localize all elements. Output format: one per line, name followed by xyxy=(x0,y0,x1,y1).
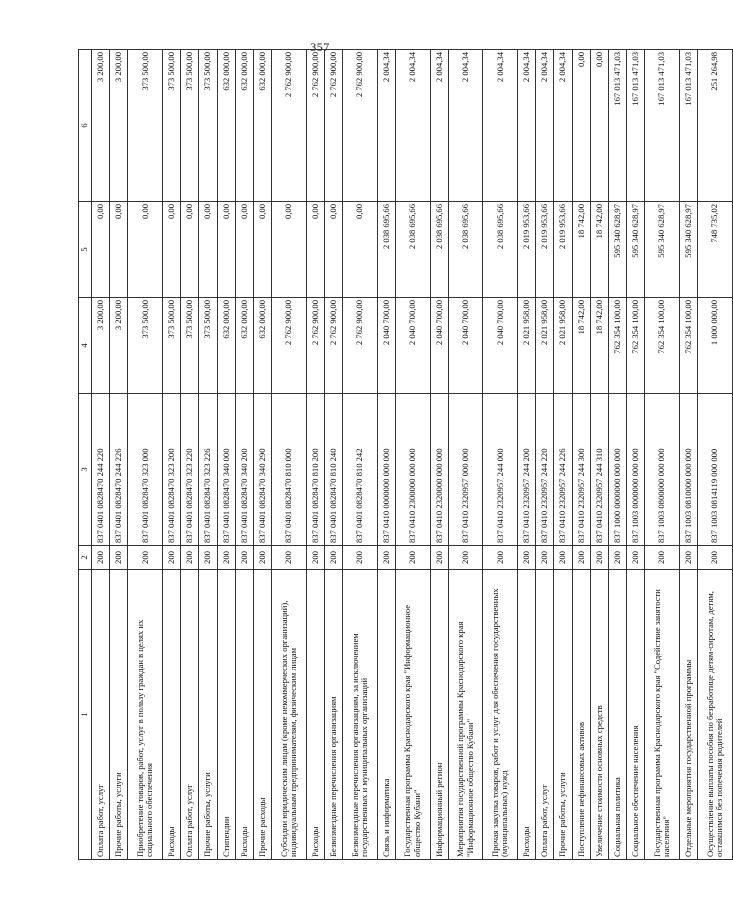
item-name: Расходы xyxy=(235,570,253,860)
line-code: 200 xyxy=(518,546,536,570)
line-code: 200 xyxy=(235,546,253,570)
unexecuted-amount: 2 004,34 xyxy=(377,50,395,202)
executed-amount: 0,00 xyxy=(217,202,235,298)
approved-amount: 2 021 958,00 xyxy=(518,298,536,394)
budget-classification-code: 837 0401 0828470 340 000 xyxy=(217,394,235,546)
executed-amount: 18 742,00 xyxy=(590,202,608,298)
table-row xyxy=(377,50,395,860)
column-number: 3 xyxy=(79,394,92,546)
column-number: 1 xyxy=(79,570,92,860)
unexecuted-amount: 2 762 900,00 xyxy=(272,50,307,202)
unexecuted-amount: 632 000,00 xyxy=(235,50,253,202)
approved-amount: 3 200,00 xyxy=(92,298,110,394)
table-row xyxy=(627,50,645,860)
unexecuted-amount: 2 004,34 xyxy=(518,50,536,202)
unexecuted-amount: 167 013 471,03 xyxy=(627,50,645,202)
line-code: 200 xyxy=(430,546,448,570)
unexecuted-amount: 2 004,34 xyxy=(554,50,572,202)
unexecuted-amount: 167 013 471,03 xyxy=(645,50,680,202)
executed-amount: 0,00 xyxy=(324,202,342,298)
executed-amount: 0,00 xyxy=(272,202,307,298)
item-name: Государственная программа Краснодарского края "Содействие занятости населения" xyxy=(645,570,680,860)
table-row xyxy=(448,50,483,860)
unexecuted-amount: 373 500,00 xyxy=(163,50,181,202)
unexecuted-amount: 2 762 900,00 xyxy=(343,50,378,202)
line-code: 200 xyxy=(199,546,217,570)
approved-amount: 2 762 900,00 xyxy=(343,298,378,394)
item-name: Поступление нефинансовых активов xyxy=(572,570,590,860)
approved-amount: 2 040 700,00 xyxy=(377,298,395,394)
budget-classification-code: 837 0410 2320957 244 226 xyxy=(554,394,572,546)
table-row xyxy=(272,50,307,860)
approved-amount: 2 762 900,00 xyxy=(272,298,307,394)
budget-classification-code: 837 0401 0828470 340 290 xyxy=(253,394,271,546)
executed-amount: 2 038 695,66 xyxy=(483,202,518,298)
unexecuted-amount: 632 000,00 xyxy=(217,50,235,202)
executed-amount: 595 340 628,97 xyxy=(627,202,645,298)
executed-amount: 18 742,00 xyxy=(572,202,590,298)
budget-classification-code: 837 0401 0828470 323 000 xyxy=(128,394,163,546)
line-code: 200 xyxy=(343,546,378,570)
executed-amount: 0,00 xyxy=(235,202,253,298)
budget-classification-code: 837 1003 0810000 000 000 xyxy=(679,394,697,546)
approved-amount: 373 500,00 xyxy=(163,298,181,394)
line-code: 200 xyxy=(253,546,271,570)
executed-amount: 0,00 xyxy=(110,202,128,298)
unexecuted-amount: 2 004,34 xyxy=(536,50,554,202)
budget-classification-code: 837 0401 0828470 810 240 xyxy=(324,394,342,546)
line-code: 200 xyxy=(272,546,307,570)
line-code: 200 xyxy=(572,546,590,570)
executed-amount: 2 038 695,66 xyxy=(430,202,448,298)
table-row xyxy=(679,50,697,860)
unexecuted-amount: 2 004,34 xyxy=(448,50,483,202)
approved-amount: 3 200,00 xyxy=(110,298,128,394)
budget-classification-code: 837 0401 0828470 323 220 xyxy=(181,394,199,546)
line-code: 200 xyxy=(128,546,163,570)
approved-amount: 1 000 000,00 xyxy=(698,298,733,394)
line-code: 200 xyxy=(163,546,181,570)
budget-classification-code: 837 0410 2320957 244 300 xyxy=(572,394,590,546)
line-code: 200 xyxy=(377,546,395,570)
budget-classification-code: 837 0410 2320957 244 200 xyxy=(518,394,536,546)
item-name: Приобретение товаров, работ, услуг в пользу граждан в целях их социального обеспечения xyxy=(128,570,163,860)
column-number: 6 xyxy=(79,50,92,202)
table-row xyxy=(92,50,110,860)
item-name: Социальная политика xyxy=(608,570,626,860)
budget-classification-code: 837 0401 0828470 810 200 xyxy=(306,394,324,546)
unexecuted-amount: 373 500,00 xyxy=(199,50,217,202)
item-name: Прочие работы, услуги xyxy=(199,570,217,860)
table-row xyxy=(572,50,590,860)
table-row xyxy=(430,50,448,860)
budget-classification-code: 837 0410 2320000 000 000 xyxy=(430,394,448,546)
unexecuted-amount: 0,00 xyxy=(572,50,590,202)
item-name: Субсидии юридическим лицам (кроме некоммерческих организаций), индивидуальным предпринимателям, физическим лицам xyxy=(272,570,307,860)
table-row xyxy=(608,50,626,860)
line-code: 200 xyxy=(110,546,128,570)
item-name: Безвозмездные перечисления организациям xyxy=(324,570,342,860)
item-name: Безвозмездные перечисления организациям, за исключением государственных и муниципальных организаций xyxy=(343,570,378,860)
item-name: Стипендии xyxy=(217,570,235,860)
item-name: Прочие расходы xyxy=(253,570,271,860)
item-name: Расходы xyxy=(306,570,324,860)
executed-amount: 2 038 695,66 xyxy=(448,202,483,298)
approved-amount: 373 500,00 xyxy=(199,298,217,394)
executed-amount: 0,00 xyxy=(199,202,217,298)
line-code: 200 xyxy=(483,546,518,570)
line-code: 200 xyxy=(448,546,483,570)
page-number: 357 xyxy=(310,40,330,54)
executed-amount: 2 019 953,66 xyxy=(518,202,536,298)
budget-classification-code: 837 0410 2320957 244 310 xyxy=(590,394,608,546)
unexecuted-amount: 0,00 xyxy=(590,50,608,202)
item-name: Оплата работ, услуг xyxy=(536,570,554,860)
line-code: 200 xyxy=(324,546,342,570)
table-row xyxy=(518,50,536,860)
executed-amount: 2 019 953,66 xyxy=(554,202,572,298)
budget-classification-code: 837 1003 0800000 000 000 xyxy=(645,394,680,546)
table-row xyxy=(217,50,235,860)
item-name: Прочая закупка товаров, работ и услуг для обеспечения государственных (муниципальных) нужд xyxy=(483,570,518,860)
line-code: 200 xyxy=(92,546,110,570)
approved-amount: 373 500,00 xyxy=(128,298,163,394)
table-row xyxy=(343,50,378,860)
line-code: 200 xyxy=(679,546,697,570)
approved-amount: 632 000,00 xyxy=(217,298,235,394)
column-number: 2 xyxy=(79,546,92,570)
item-name: Мероприятия государственной программы Краснодарского края "Информационное общество Кубани" xyxy=(448,570,483,860)
approved-amount: 2 021 958,00 xyxy=(536,298,554,394)
unexecuted-amount: 2 762 900,00 xyxy=(306,50,324,202)
item-name: Государственная программа Краснодарского края "Информационное общество Кубани" xyxy=(395,570,430,860)
budget-classification-code: 837 0401 0828470 810 000 xyxy=(272,394,307,546)
executed-amount: 595 340 628,97 xyxy=(608,202,626,298)
table-row xyxy=(590,50,608,860)
approved-amount: 2 021 958,00 xyxy=(554,298,572,394)
executed-amount: 0,00 xyxy=(128,202,163,298)
table-row xyxy=(395,50,430,860)
executed-amount: 0,00 xyxy=(306,202,324,298)
table-row xyxy=(645,50,680,860)
table-row xyxy=(253,50,271,860)
executed-amount: 0,00 xyxy=(163,202,181,298)
budget-classification-code: 837 0410 2320957 000 000 xyxy=(448,394,483,546)
budget-execution-table xyxy=(78,49,733,860)
table-row xyxy=(698,50,733,860)
unexecuted-amount: 167 013 471,03 xyxy=(679,50,697,202)
budget-classification-code: 837 1003 0814119 000 000 xyxy=(698,394,733,546)
approved-amount: 762 354 100,00 xyxy=(645,298,680,394)
line-code: 200 xyxy=(395,546,430,570)
budget-classification-code: 837 0410 0000000 000 000 xyxy=(377,394,395,546)
executed-amount: 748 735,02 xyxy=(698,202,733,298)
line-code: 200 xyxy=(698,546,733,570)
executed-amount: 2 038 695,66 xyxy=(395,202,430,298)
unexecuted-amount: 2 004,34 xyxy=(483,50,518,202)
unexecuted-amount: 3 200,00 xyxy=(92,50,110,202)
budget-classification-code: 837 0410 2320957 244 000 xyxy=(483,394,518,546)
item-name: Прочие работы, услуги xyxy=(554,570,572,860)
approved-amount: 2 040 700,00 xyxy=(430,298,448,394)
budget-classification-code: 837 0410 2300000 000 000 xyxy=(395,394,430,546)
budget-classification-code: 837 0401 0828470 340 200 xyxy=(235,394,253,546)
line-code: 200 xyxy=(608,546,626,570)
column-number-row xyxy=(79,50,92,860)
approved-amount: 18 742,00 xyxy=(590,298,608,394)
unexecuted-amount: 167 013 471,03 xyxy=(608,50,626,202)
table-row xyxy=(536,50,554,860)
item-name: Отдельные мероприятия государственной программы xyxy=(679,570,697,860)
table-row xyxy=(163,50,181,860)
unexecuted-amount: 2 004,34 xyxy=(430,50,448,202)
budget-classification-code: 837 0401 0828470 244 226 xyxy=(110,394,128,546)
item-name: Связь и информатика xyxy=(377,570,395,860)
approved-amount: 632 000,00 xyxy=(253,298,271,394)
executed-amount: 595 340 628,97 xyxy=(679,202,697,298)
unexecuted-amount: 373 500,00 xyxy=(181,50,199,202)
item-name: Социальное обеспечение населения xyxy=(627,570,645,860)
executed-amount: 2 019 953,66 xyxy=(536,202,554,298)
report-table-rotated xyxy=(78,50,733,860)
approved-amount: 2 762 900,00 xyxy=(324,298,342,394)
table-row xyxy=(128,50,163,860)
unexecuted-amount: 373 500,00 xyxy=(128,50,163,202)
item-name: Прочие работы, услуги xyxy=(110,570,128,860)
line-code: 200 xyxy=(306,546,324,570)
table-row xyxy=(306,50,324,860)
budget-classification-code: 837 1003 0000000 000 000 xyxy=(627,394,645,546)
approved-amount: 2 040 700,00 xyxy=(483,298,518,394)
executed-amount: 595 340 628,97 xyxy=(645,202,680,298)
approved-amount: 2 762 900,00 xyxy=(306,298,324,394)
table-row xyxy=(181,50,199,860)
executed-amount: 0,00 xyxy=(181,202,199,298)
executed-amount: 0,00 xyxy=(92,202,110,298)
table-row xyxy=(110,50,128,860)
approved-amount: 762 354 100,00 xyxy=(679,298,697,394)
approved-amount: 762 354 100,00 xyxy=(608,298,626,394)
approved-amount: 373 500,00 xyxy=(181,298,199,394)
column-number: 4 xyxy=(79,298,92,394)
budget-classification-code: 837 0410 2320957 244 220 xyxy=(536,394,554,546)
item-name: Информационный регион xyxy=(430,570,448,860)
table-row xyxy=(199,50,217,860)
item-name: Увеличение стоимости основных средств xyxy=(590,570,608,860)
budget-classification-code: 837 0401 0828470 323 226 xyxy=(199,394,217,546)
item-name: Расходы xyxy=(163,570,181,860)
line-code: 200 xyxy=(554,546,572,570)
budget-classification-code: 837 0401 0828470 323 200 xyxy=(163,394,181,546)
item-name: Расходы xyxy=(518,570,536,860)
unexecuted-amount: 2 004,34 xyxy=(395,50,430,202)
unexecuted-amount: 3 200,00 xyxy=(110,50,128,202)
item-name: Оплата работ, услуг xyxy=(92,570,110,860)
unexecuted-amount: 251 264,98 xyxy=(698,50,733,202)
line-code: 200 xyxy=(645,546,680,570)
approved-amount: 632 000,00 xyxy=(235,298,253,394)
unexecuted-amount: 2 762 900,00 xyxy=(324,50,342,202)
line-code: 200 xyxy=(536,546,554,570)
executed-amount: 2 038 695,66 xyxy=(377,202,395,298)
table-row xyxy=(324,50,342,860)
item-name: Оплата работ, услуг xyxy=(181,570,199,860)
table-row xyxy=(235,50,253,860)
table-row xyxy=(483,50,518,860)
budget-classification-code: 837 0401 0828470 810 242 xyxy=(343,394,378,546)
budget-classification-code: 837 0401 0828470 244 220 xyxy=(92,394,110,546)
column-number: 5 xyxy=(79,202,92,298)
unexecuted-amount: 632 000,00 xyxy=(253,50,271,202)
approved-amount: 2 040 700,00 xyxy=(448,298,483,394)
line-code: 200 xyxy=(217,546,235,570)
executed-amount: 0,00 xyxy=(343,202,378,298)
line-code: 200 xyxy=(181,546,199,570)
executed-amount: 0,00 xyxy=(253,202,271,298)
line-code: 200 xyxy=(590,546,608,570)
budget-classification-code: 837 1000 0000000 000 000 xyxy=(608,394,626,546)
approved-amount: 18 742,00 xyxy=(572,298,590,394)
item-name: Осуществление выплаты пособия по безработице детям-сиротам, детям, оставшимся без попечения родителей xyxy=(698,570,733,860)
approved-amount: 2 040 700,00 xyxy=(395,298,430,394)
approved-amount: 762 354 100,00 xyxy=(627,298,645,394)
line-code: 200 xyxy=(627,546,645,570)
table-row xyxy=(554,50,572,860)
